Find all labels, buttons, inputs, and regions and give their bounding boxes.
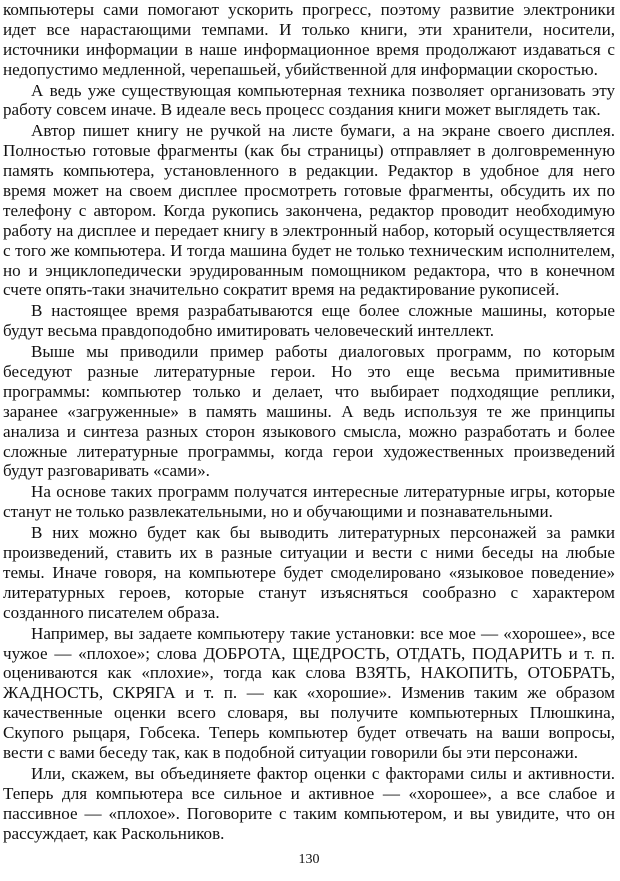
paragraph: Или, скажем, вы объединяете фактор оценки с факторами силы и активности. Теперь для компьютера все сильное и активное — «хорошее», а все слабое и пассивное — «плохое». Поговорите с таким компьютером, и вы увидите, что он рассуждает, как Раскольников.	[3, 763, 615, 843]
body-text	[3, 0, 615, 843]
paragraph: В них можно будет как бы выводить литературных персонажей за рамки произведений, ставить их в разные ситуации и вести с ними беседы на любые темы. Иначе говоря, на компьютере будет смоделировано «языковое поведение» литературных героев, которые станут изъясняться сообразно с характером созданного писателем образа.	[3, 523, 615, 622]
paragraph: Автор пишет книгу не ручкой на листе бумаги, а на экране своего дисплея. Полностью готовые фрагменты (как бы страницы) отправляет в долговременную память компьютера, установленного в редакции. Редактор в удобное для него время может на своем дисплее просмотреть готовые фрагменты, обсудить их по телефону с автором. Когда рукопись закончена, редактор проводит необходимую работу на дисплее и передает книгу в электронный набор, который осуществляется с того же компьютера. И тогда машина будет не только техническим исполнителем, но и энциклопедически эрудированным помощником редактора, что в конечном счете опять-таки значительно сократит время на редактирование рукописей.	[3, 121, 615, 300]
book-page	[3, 0, 615, 881]
paragraph: На основе таких программ получатся интересные литературные игры, которые станут не только развлекательными, но и обучающими и познавательными.	[3, 482, 615, 522]
paragraph: В настоящее время разрабатываются еще более сложные машины, которые будут весьма правдоподобно имитировать человеческий интеллект.	[3, 301, 615, 341]
paragraph: А ведь уже существующая компьютерная техника позволяет организовать эту работу совсем иначе. В идеале весь процесс создания книги может выглядеть так.	[3, 80, 615, 120]
paragraph: Выше мы приводили пример работы диалоговых программ, по которым беседуют разные литературные герои. Но это еще весьма примитивные программы: компьютер только и делает, что выбирает подходящие реплики, заранее «загруженные» в память машины. А ведь используя те же принципы анализа и синтеза разных сторон языкового смысла, можно разработать и более сложные литературные программы, когда герои художественных произведений будут разговаривать «сами».	[3, 342, 615, 481]
page-number: 130	[298, 852, 320, 867]
paragraph-continuation: компьютеры сами помогают ускорить прогресс, поэтому развитие электроники идет все нарастающими темпами. И только книги, эти хранители, носители, источники информации в наше информационное время продолжают издаваться с недопустимо медленной, черепашьей, убийственной для информации скоростью.	[3, 0, 615, 79]
paragraph: Например, вы задаете компьютеру такие установки: все мое — «хорошее», все чужое — «плохое»; слова ДОБРОТА, ЩЕДРОСТЬ, ОТДАТЬ, ПОДАРИТЬ и т. п. оцениваются как «плохие», тогда как слова ВЗЯТЬ, НАКОПИТЬ, ОТОБРАТЬ, ЖАДНОСТЬ, СКРЯГА и т. п. — как «хорошие». Изменив таким же образом качественные оценки всего словаря, вы получите компьютерных Плюшкина, Скупого рыцаря, Гобсека. Теперь компьютер будет отвечать на ваши вопросы, вести с вами беседу так, как в подобной ситуации говорили бы эти персонажи.	[3, 623, 615, 762]
